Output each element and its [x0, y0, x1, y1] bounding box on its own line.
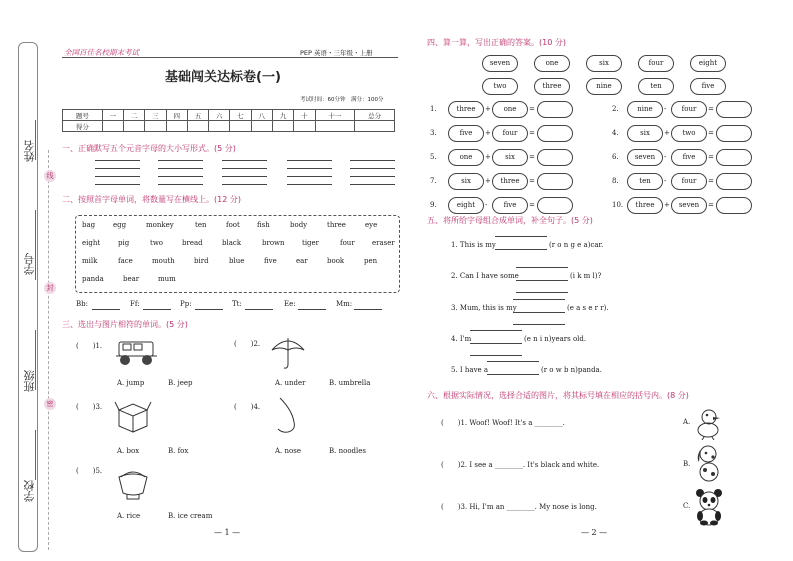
q5-letters: (i k m l)?: [570, 272, 602, 280]
name-label: 姓名: [23, 140, 36, 162]
answer-cloud[interactable]: [537, 173, 573, 190]
word-cloud: eight: [690, 55, 726, 72]
math-eq: =: [529, 201, 535, 209]
score-table: [62, 109, 395, 132]
option-b[interactable]: B. fox: [168, 447, 189, 455]
word-cloud: nine: [586, 78, 622, 95]
score-cell: 总分: [355, 110, 395, 121]
word: four: [340, 239, 355, 247]
score-cell: 一: [102, 110, 123, 121]
option-a[interactable]: A. under: [275, 379, 306, 387]
letter-label: Tt:: [232, 300, 242, 308]
word: milk: [82, 257, 98, 265]
score-cell: 三: [145, 110, 166, 121]
q3-item-number[interactable]: ( )5.: [76, 467, 103, 475]
dog-icon: [694, 444, 726, 484]
q3-item-number[interactable]: ( )2.: [234, 340, 261, 348]
math-term: two: [671, 125, 707, 142]
math-op: +: [485, 177, 491, 185]
word: eye: [365, 221, 378, 229]
number-label: 学号: [23, 253, 36, 275]
math-term: three: [448, 101, 484, 118]
q3-item-number[interactable]: ( )4.: [234, 403, 261, 411]
q5-letters: (r o n g e a)car.: [549, 241, 604, 249]
word: five: [264, 257, 277, 265]
score-header-row: [63, 110, 395, 121]
math-num: 7.: [430, 177, 437, 185]
word: body: [290, 221, 308, 229]
word: face: [118, 257, 133, 265]
answer-cloud[interactable]: [716, 125, 752, 142]
score-cell: 五: [187, 110, 208, 121]
school-label: 学校: [23, 480, 36, 502]
math-term: four: [492, 125, 528, 142]
word: foot: [226, 221, 240, 229]
word: book: [327, 257, 345, 265]
score-cell: 十一: [315, 110, 355, 121]
blank-line[interactable]: [245, 309, 273, 310]
word-cloud: ten: [638, 78, 674, 95]
math-num: 2.: [612, 105, 619, 113]
math-op: -: [485, 201, 488, 209]
nose-icon: [270, 396, 306, 438]
series-label: 全国百佳名校期末考试: [64, 48, 139, 57]
blank-line[interactable]: [298, 309, 326, 310]
q5-letters: (e a s e r r).: [567, 304, 609, 312]
score-input[interactable]: [294, 121, 315, 132]
word: black: [222, 239, 242, 247]
math-term: five: [671, 149, 707, 166]
word: bird: [194, 257, 209, 265]
word: mouth: [152, 257, 175, 265]
duck-icon: [694, 406, 724, 440]
cut-line: [48, 150, 49, 550]
word-cloud: one: [534, 55, 570, 72]
q5-title: 五、将所给字母组合成单词，补全句子。(5 分): [427, 216, 593, 225]
q6-title: 六、根据实际情况，选择合适的图片，将其标号填在相应的括号内。(8 分): [427, 391, 689, 400]
option-a[interactable]: A. nose: [275, 447, 301, 455]
q6-question[interactable]: ( )3. Hi, I'm an ________. My nose is long.: [441, 503, 597, 511]
math-num: 5.: [430, 153, 437, 161]
word: two: [150, 239, 164, 247]
score-cell: 八: [251, 110, 272, 121]
score-cell: 题号: [63, 110, 103, 121]
answer-cloud[interactable]: [537, 197, 573, 214]
math-term: six: [627, 125, 663, 142]
score-value-row: [63, 121, 395, 132]
math-eq: =: [529, 129, 535, 137]
seal-secret: 密: [44, 398, 56, 410]
option-a[interactable]: A. rice: [117, 512, 141, 520]
rice-icon: [113, 461, 153, 505]
math-num: 4.: [612, 129, 619, 137]
word-cloud: two: [482, 78, 518, 95]
answer-cloud[interactable]: [537, 101, 573, 118]
score-cell: 十: [294, 110, 315, 121]
math-op: +: [485, 129, 491, 137]
word: fish: [257, 221, 270, 229]
word-cloud: six: [586, 55, 622, 72]
answer-cloud[interactable]: [537, 125, 573, 142]
page-title: 基础闯关达标卷(一): [165, 70, 281, 85]
math-term: one: [492, 101, 528, 118]
q3-item-number[interactable]: ( )3.: [76, 403, 103, 411]
option-a[interactable]: A. jump: [117, 379, 145, 387]
word: monkey: [146, 221, 174, 229]
score-cell: 六: [209, 110, 230, 121]
word: bear: [123, 275, 140, 283]
q5-letters: (e n i n)years old.: [524, 335, 587, 343]
math-term: six: [448, 173, 484, 190]
word: bread: [182, 239, 203, 247]
math-op: +: [485, 105, 491, 113]
q1-title: 一、正确默写五个元音字母的大小写形式。(5 分): [62, 144, 236, 153]
panda-icon: [693, 488, 725, 526]
class-label: 班级: [23, 370, 36, 392]
letter-label: Ff:: [130, 300, 140, 308]
word-cloud: seven: [482, 55, 518, 72]
option-b[interactable]: B. jeep: [168, 379, 193, 387]
math-term: seven: [627, 149, 663, 166]
score-input[interactable]: [251, 121, 272, 132]
math-term: one: [448, 149, 484, 166]
answer-cloud[interactable]: [716, 197, 752, 214]
score-cell: 九: [272, 110, 293, 121]
math-op: +: [664, 129, 670, 137]
q5-letters: (r o w b n)panda.: [541, 366, 602, 374]
math-eq: =: [708, 129, 714, 137]
math-term: three: [492, 173, 528, 190]
word: bag: [82, 221, 96, 229]
q5-sentence: 1. This is my: [451, 241, 496, 249]
word: blue: [229, 257, 245, 265]
math-eq: =: [529, 153, 535, 161]
word: brown: [262, 239, 285, 247]
word: ear: [296, 257, 308, 265]
school-line: [35, 430, 36, 480]
answer-line[interactable]: [516, 280, 568, 281]
word: panda: [82, 275, 104, 283]
score-input[interactable]: [209, 121, 230, 132]
seal-line: 线: [44, 170, 56, 182]
jeep-icon: [113, 337, 159, 367]
answer-line[interactable]: [470, 343, 522, 344]
option-b[interactable]: B. ice cream: [168, 512, 213, 520]
letter-label: Ee:: [284, 300, 296, 308]
score-input[interactable]: [355, 121, 395, 132]
math-term: five: [492, 197, 528, 214]
math-eq: =: [708, 177, 714, 185]
word: egg: [113, 221, 127, 229]
score-cell: 二: [124, 110, 145, 121]
answer-cloud[interactable]: [716, 101, 752, 118]
letter-label: Pp:: [180, 300, 192, 308]
math-num: 10.: [612, 201, 624, 209]
word: eight: [82, 239, 101, 247]
score-input[interactable]: [102, 121, 123, 132]
q6-question[interactable]: ( )2. I see a ________. It's black and white.: [441, 461, 600, 469]
blank-line[interactable]: [143, 309, 171, 310]
math-op: -: [664, 153, 667, 161]
box-icon: [113, 396, 153, 436]
math-term: seven: [671, 197, 707, 214]
score-cell: 四: [166, 110, 187, 121]
page-number-left: — 1 —: [214, 528, 241, 537]
math-term: four: [671, 173, 707, 190]
answer-cloud[interactable]: [716, 149, 752, 166]
math-term: six: [492, 149, 528, 166]
math-eq: =: [708, 153, 714, 161]
option-b[interactable]: B. noodles: [329, 447, 366, 455]
q4-title: 四、算一算，写出正确的答案。(10 分): [427, 38, 566, 47]
math-term: nine: [627, 101, 663, 118]
score-input[interactable]: [145, 121, 166, 132]
option-label: C.: [683, 502, 691, 510]
q3-title: 三、选出与图片相符的单词。(5 分): [62, 320, 188, 329]
letter-label: Mm:: [336, 300, 353, 308]
answer-line[interactable]: [487, 374, 539, 375]
answer-line[interactable]: [513, 312, 565, 313]
binding-strip: [0, 0, 52, 561]
letter-label: Bb:: [76, 300, 88, 308]
math-op: -: [664, 177, 667, 185]
q5-sentence: 3. Mum, this is my: [451, 304, 517, 312]
score-input[interactable]: [124, 121, 145, 132]
option-b[interactable]: B. umbrella: [329, 379, 371, 387]
math-num: 6.: [612, 153, 619, 161]
option-a[interactable]: A. box: [117, 447, 140, 455]
word: pen: [364, 257, 378, 265]
answer-cloud[interactable]: [716, 173, 752, 190]
q5-sentence: 4. I'm: [451, 335, 472, 343]
score-input[interactable]: [315, 121, 355, 132]
exam-info: 考试时间：60分钟 满分：100分: [300, 97, 384, 103]
math-num: 3.: [430, 129, 437, 137]
word: three: [327, 221, 346, 229]
math-term: five: [448, 125, 484, 142]
word: eraser: [372, 239, 395, 247]
math-eq: =: [708, 105, 714, 113]
score-input[interactable]: [272, 121, 293, 132]
score-cell: 七: [230, 110, 251, 121]
blank-line[interactable]: [354, 309, 382, 310]
answer-line[interactable]: [495, 249, 547, 250]
blank-line[interactable]: [195, 309, 223, 310]
score-input[interactable]: [230, 121, 251, 132]
word: tiger: [302, 239, 320, 247]
q2-title: 二、按照首字母单词，将数量写在横线上。(12 分): [62, 195, 241, 204]
edition-label: PEP 英语・三年级・上册: [300, 49, 373, 57]
math-op: -: [664, 105, 667, 113]
answer-cloud[interactable]: [537, 149, 573, 166]
math-term: eight: [448, 197, 484, 214]
q3-item-number[interactable]: ( )1.: [76, 342, 103, 350]
math-num: 1.: [430, 105, 437, 113]
word: mum: [158, 275, 176, 283]
q6-question[interactable]: ( )1. Woof! Woof! It's a ________.: [441, 419, 565, 427]
score-input[interactable]: [187, 121, 208, 132]
word-cloud: three: [534, 78, 570, 95]
page-number-right: — 2 —: [581, 528, 608, 537]
math-op: +: [485, 153, 491, 161]
math-term: ten: [627, 173, 663, 190]
q5-sentence: 5. I have a: [451, 366, 489, 374]
math-eq: =: [529, 177, 535, 185]
option-label: B.: [683, 460, 691, 468]
math-term: four: [671, 101, 707, 118]
math-term: three: [627, 197, 663, 214]
word: pig: [118, 239, 130, 247]
math-num: 9.: [430, 201, 437, 209]
header-rule: [62, 57, 398, 58]
math-num: 8.: [612, 177, 619, 185]
seal-seal: 封: [44, 282, 56, 294]
blank-line[interactable]: [92, 309, 120, 310]
word-cloud: four: [638, 55, 674, 72]
word-cloud: five: [690, 78, 726, 95]
score-row-label: 得分: [63, 121, 103, 132]
score-input[interactable]: [166, 121, 187, 132]
umbrella-icon: [268, 334, 308, 372]
q5-sentence: 2. Can I have some: [451, 272, 519, 280]
math-eq: =: [708, 201, 714, 209]
math-op: +: [664, 201, 670, 209]
word: ten: [195, 221, 207, 229]
math-eq: =: [529, 105, 535, 113]
option-label: A.: [683, 418, 691, 426]
